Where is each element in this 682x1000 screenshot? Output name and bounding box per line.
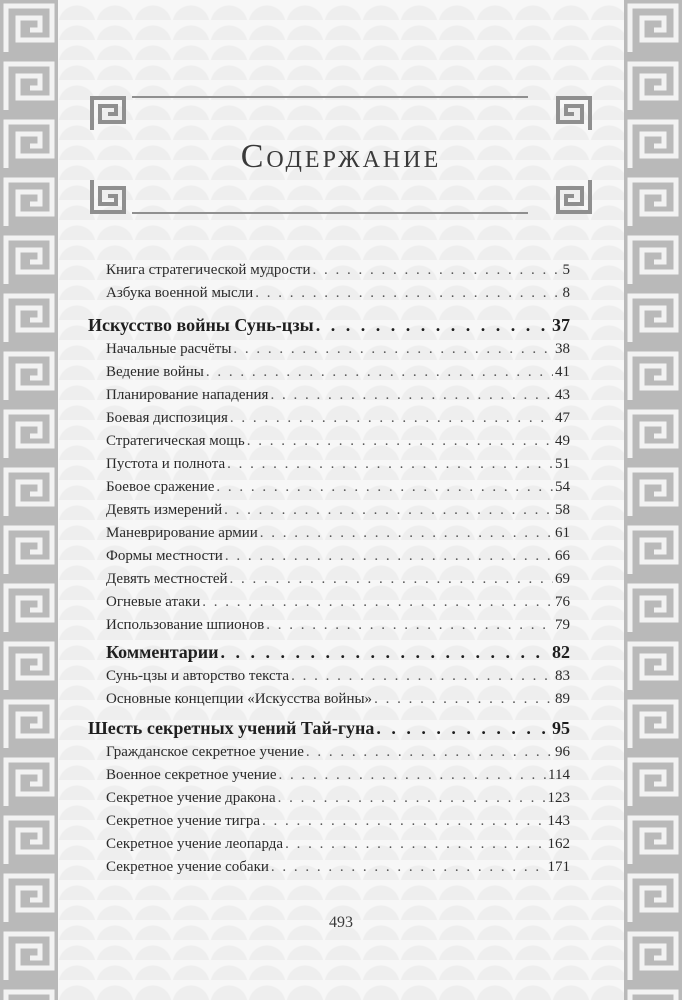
toc-entry-title: Девять местностей [106,571,228,587]
toc-entry[interactable] [106,502,570,519]
toc-leader-dots [224,502,553,519]
toc-entry-page: 76 [555,594,570,610]
toc-leader-dots [221,642,550,663]
toc-entry-title: Пустота и полнота [106,456,226,472]
toc-leader-dots [279,767,547,784]
fret-ornament-icon [554,176,594,216]
toc-entry-page: 89 [555,691,570,707]
toc-entry-page: 66 [555,548,570,564]
toc-entry-page: 96 [555,744,570,760]
toc-entry-page: 54 [555,479,570,495]
toc-leader-dots [313,262,561,279]
toc-entry-page: 5 [562,262,570,278]
toc-leader-dots [216,479,553,496]
fret-ornament-icon [88,94,128,134]
toc-entry-page: 38 [555,341,570,357]
toc-leader-dots [291,668,553,685]
toc-section-title: Искусство войны Сунь-цзы [88,315,314,335]
toc-entry-title: Боевая диспозиция [106,410,228,426]
toc-leader-dots [270,387,553,404]
toc-entry[interactable] [106,525,570,542]
toc-entry-title: Книга стратегической мудрости [106,262,311,278]
toc-entry-title: Маневрирование армии [106,525,258,541]
toc-leader-dots [262,813,545,830]
toc-entry-page: 47 [555,410,570,426]
toc-leader-dots [230,571,553,588]
toc-section-page: 95 [552,718,570,738]
toc-leader-dots [278,790,546,807]
toc-entry-title: Секретное учение тигра [106,813,261,829]
toc-entry[interactable] [106,285,570,302]
toc-entry[interactable] [106,744,570,761]
toc-entry-title: Стратегическая мощь [106,433,245,449]
toc-entry-title: Девять измерений [106,502,223,518]
toc-entry[interactable] [106,433,570,450]
toc-entry-page: 83 [555,668,570,684]
toc-leader-dots [230,410,553,427]
toc-entry-page: 41 [555,364,570,380]
toc-leader-dots [266,617,553,634]
toc-entry-title: Начальные расчёты [106,341,232,357]
toc-entry[interactable] [106,341,570,358]
toc-entry[interactable] [106,668,570,685]
toc-entry-title: Военное секретное учение [106,767,277,783]
toc-entry-title: Сунь-цзы и авторство текста [106,668,290,684]
toc-entry-page: 43 [555,387,570,403]
toc-leader-dots [227,456,553,473]
toc-section-title: Комментарии [106,642,219,662]
toc-leader-dots [260,525,553,542]
page-number: 493 [329,914,353,931]
toc-leader-dots [225,548,553,565]
toc-leader-dots [233,341,553,358]
toc-entry-title: Ведение войны [106,364,204,380]
toc-section-entry[interactable] [106,642,570,663]
toc-entry[interactable] [106,387,570,404]
toc-entry[interactable] [106,364,570,381]
toc-entry-title: Планирование нападения [106,387,269,403]
toc-entry-page: 162 [547,836,570,852]
toc-section-title: Шесть секретных учений Тай-гуна [88,718,375,738]
toc-entry[interactable] [106,790,570,807]
toc-leader-dots [374,691,553,708]
toc-entry-page: 123 [547,790,570,806]
header-top-rule [132,96,528,98]
toc-entry[interactable] [106,410,570,427]
toc-entry[interactable] [106,571,570,588]
toc-entry[interactable] [106,691,570,708]
toc-leader-dots [247,433,553,450]
toc-entry[interactable] [106,594,570,611]
toc-section-entry[interactable] [88,315,570,336]
toc-entry[interactable] [106,479,570,496]
toc-entry[interactable] [106,456,570,473]
toc-leader-dots [271,859,546,876]
toc-entry-title: Основные концепции «Искусства войны» [106,691,373,707]
toc-leader-dots [285,836,545,853]
toc-entry-title: Огневые атаки [106,594,201,610]
toc-entry-title: Боевое сражение [106,479,215,495]
fret-ornament-icon [554,94,594,134]
toc-section-page: 82 [552,642,570,662]
toc-leader-dots [316,315,550,336]
fret-ornament-icon [88,176,128,216]
page-title: Содержание [240,138,442,175]
toc-entry-page: 58 [555,502,570,518]
toc-entry[interactable] [106,262,570,279]
toc-entry[interactable] [106,767,570,784]
toc-entry-page: 69 [555,571,570,587]
toc-leader-dots [206,364,553,381]
toc-leader-dots [255,285,560,302]
toc-entry-page: 49 [555,433,570,449]
toc-entry[interactable] [106,617,570,634]
toc-entry-page: 143 [547,813,570,829]
toc-section-entry[interactable] [88,718,570,739]
toc-entry-page: 61 [555,525,570,541]
toc-entry-title: Формы местности [106,548,223,564]
toc-entry-title: Азбука военной мысли [106,285,254,301]
toc-entry-page: 8 [562,285,570,301]
toc-entry-title: Секретное учение леопарда [106,836,284,852]
toc-section-page: 37 [552,315,570,335]
toc-entry-title: Гражданское секретное учение [106,744,304,760]
toc-entry-page: 79 [555,617,570,633]
toc-entry-page: 51 [555,456,570,472]
toc-entry-title: Секретное учение собаки [106,859,269,875]
header-bottom-rule [132,212,528,214]
toc-entry-title: Использование шпионов [106,617,265,633]
toc-entry-page: 114 [548,767,570,783]
toc-entry[interactable] [106,813,570,830]
toc-entry[interactable] [106,548,570,565]
toc-leader-dots [202,594,553,611]
toc-entry[interactable] [106,859,570,876]
toc-leader-dots [376,718,550,739]
toc-entry-title: Секретное учение дракона [106,790,276,806]
toc-leader-dots [306,744,553,761]
toc-entry-page: 171 [547,859,570,875]
toc-entry[interactable] [106,836,570,853]
